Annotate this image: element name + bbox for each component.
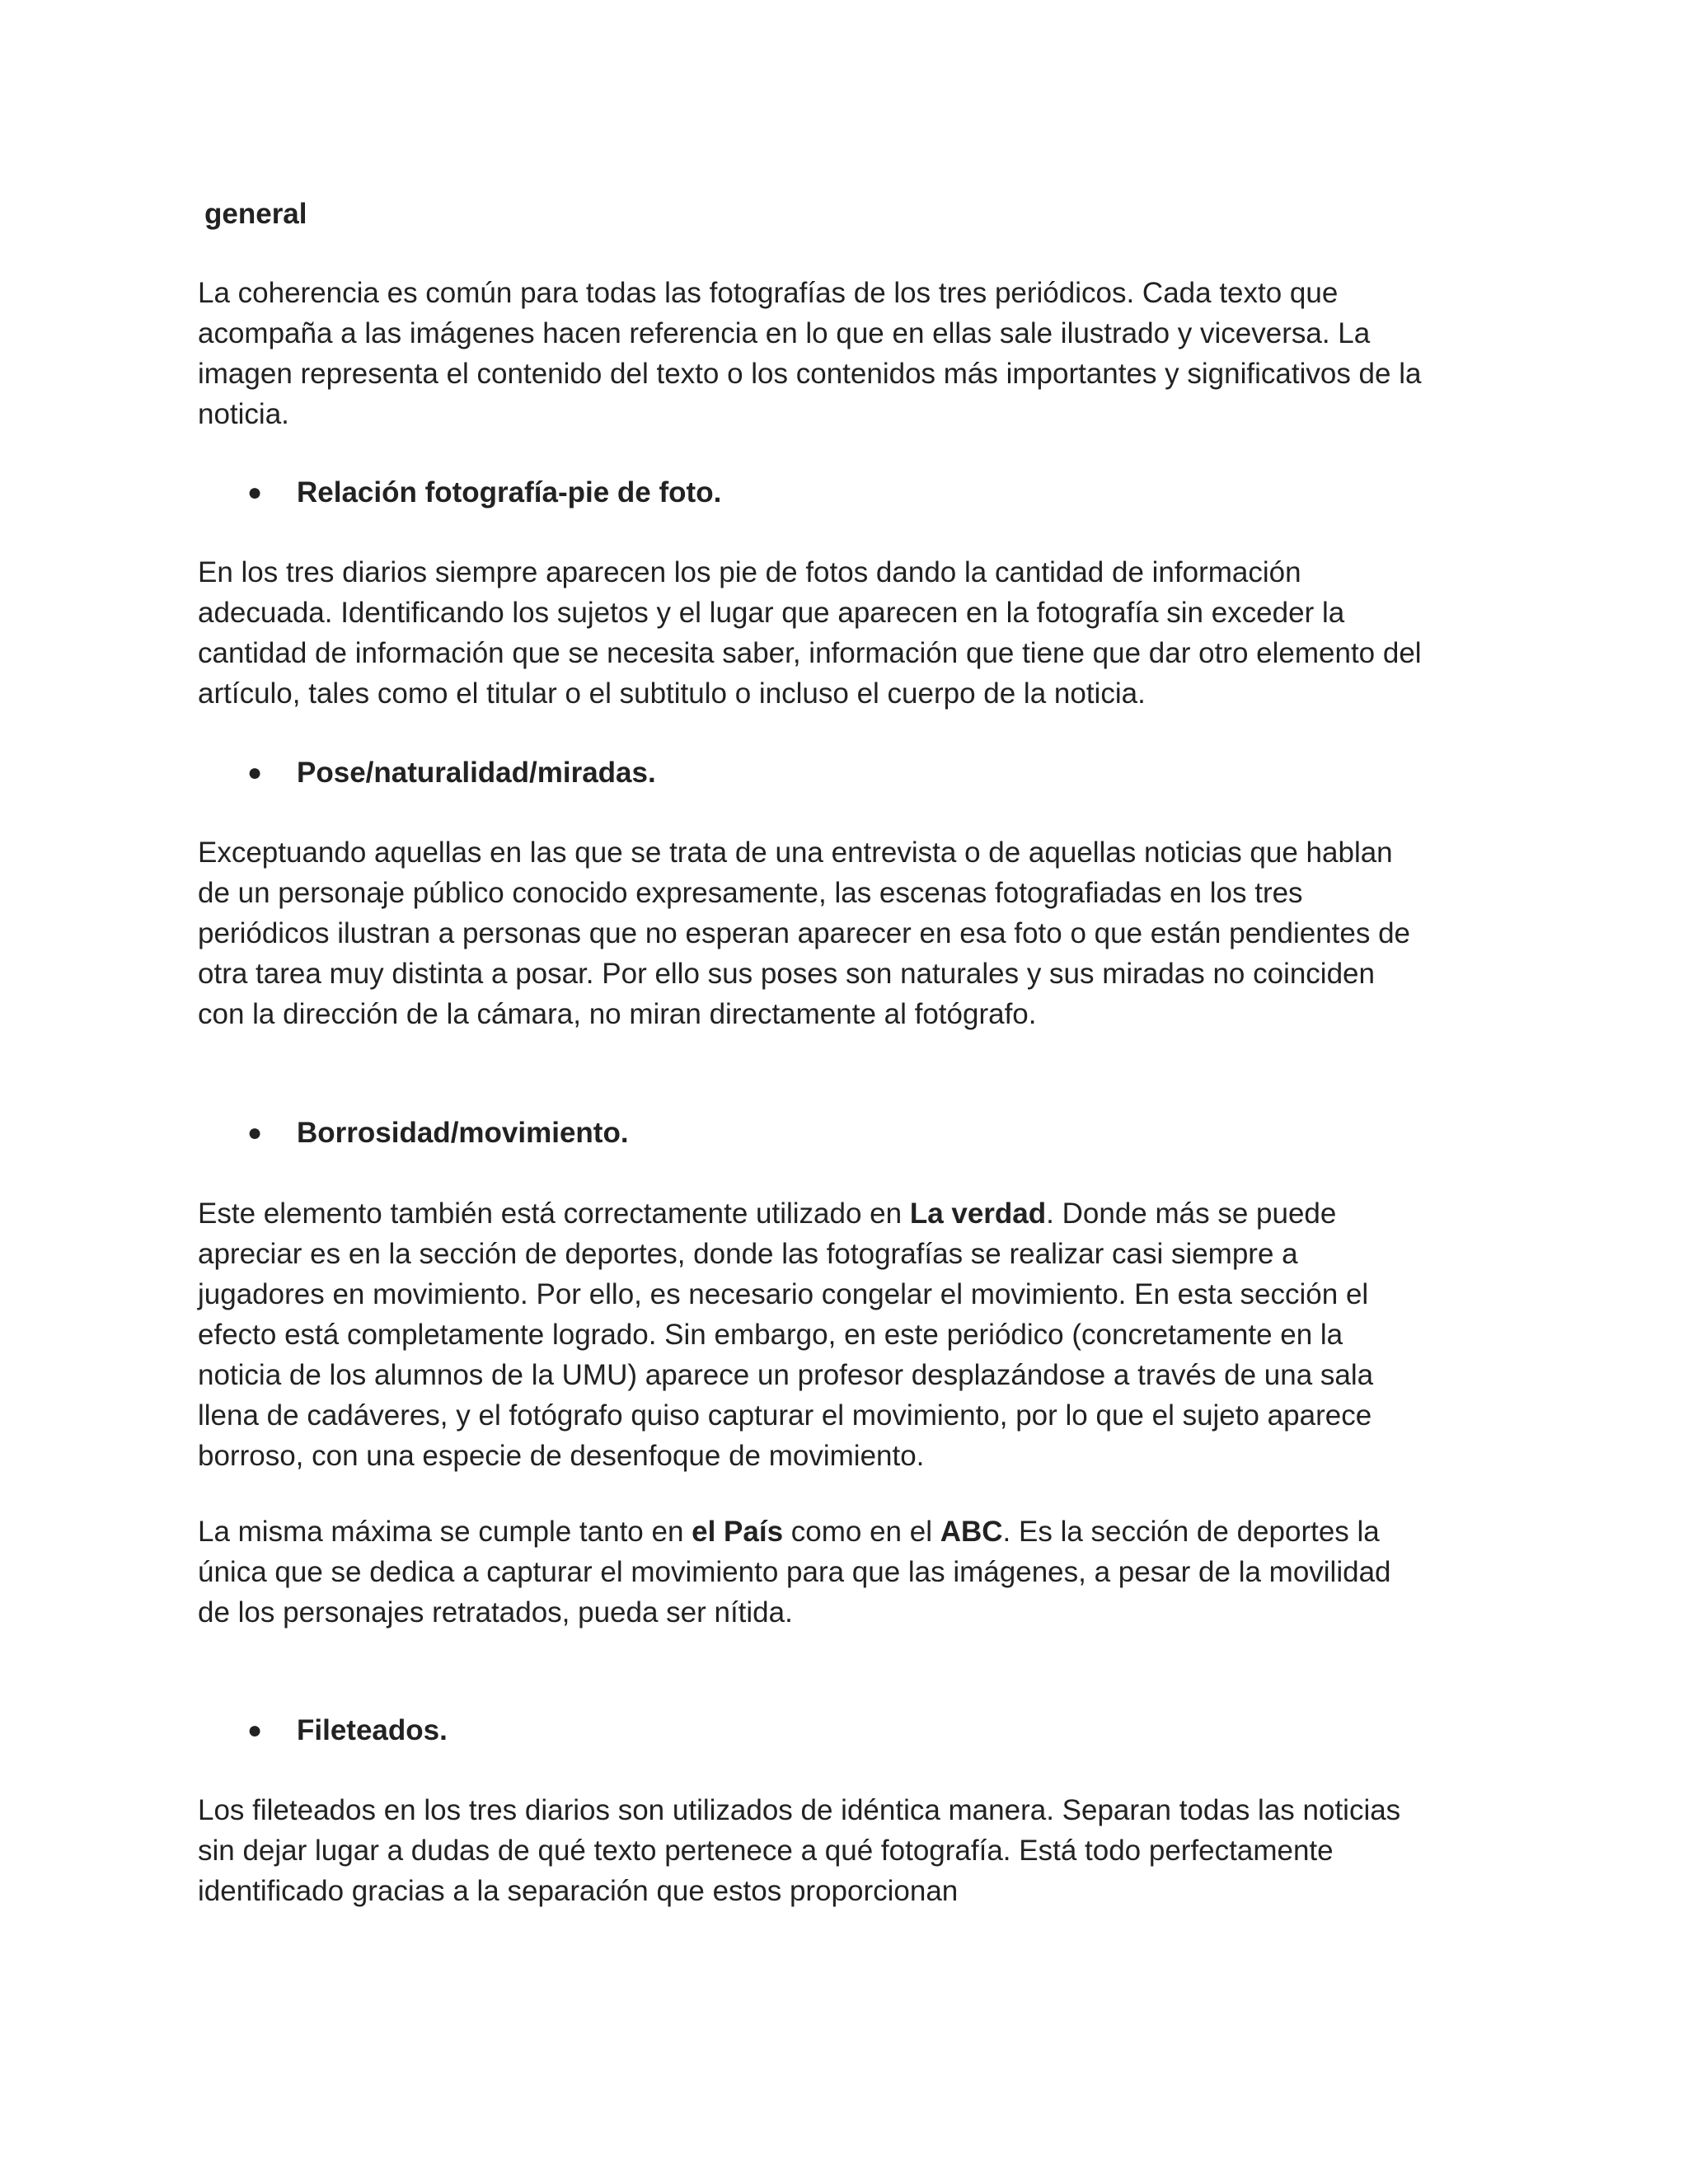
- paragraph-relacion: [198, 552, 1500, 714]
- text-run: . Es la sección de deportes la: [1002, 1516, 1380, 1548]
- paragraph-line: Exceptuando aquellas en las que se trata de una entrevista o de aquellas noticias que hablan: [198, 837, 1393, 869]
- paragraph-line: de un personaje público conocido expresamente, las escenas fotografiadas en los tres: [198, 877, 1303, 909]
- paragraph-line: apreciar es en la sección de deportes, donde las fotografías se realizar casi siempre a: [198, 1238, 1298, 1270]
- paragraph-borrosidad-1: [198, 1193, 1500, 1476]
- paragraph-line: identificado gracias a la separación que estos proporcionan: [198, 1875, 959, 1907]
- section-heading: [204, 194, 1507, 234]
- paragraph-pose: [198, 832, 1500, 1034]
- newspaper-name-el-pais: el País: [692, 1516, 784, 1548]
- paragraph-line: única que se dedica a capturar el movimiento para que las imágenes, a pesar de la movilidad: [198, 1556, 1391, 1588]
- paragraph-line: sin dejar lugar a dudas de qué texto pertenece a qué fotografía. Está todo perfectamente: [198, 1835, 1334, 1867]
- text-run: La misma máxima se cumple tanto en: [198, 1516, 692, 1548]
- paragraph-line: jugadores en movimiento. Por ello, es necesario congelar el movimiento. En esta sección el: [198, 1278, 1369, 1310]
- text-run: como en el: [783, 1516, 940, 1548]
- paragraph-line: [198, 1193, 1500, 1234]
- paragraph-line: noticia de los alumnos de la UMU) aparece un profesor desplazándose a través de una sala: [198, 1359, 1374, 1391]
- paragraph-line: adecuada. Identificando los sujetos y el lugar que aparecen en la fotografía sin exceder la: [198, 597, 1345, 629]
- bullet-heading-text: Fileteados.: [297, 1714, 448, 1746]
- bullet-icon: ●: [247, 759, 263, 786]
- intro-paragraph: [198, 273, 1500, 434]
- bullet-icon: ●: [247, 1717, 263, 1744]
- paragraph-line: de los personajes retratados, pueda ser nítida.: [198, 1596, 793, 1629]
- paragraph-line: con la dirección de la cámara, no miran directamente al fotógrafo.: [198, 998, 1037, 1030]
- text-run: Este elemento también está correctamente utilizado en: [198, 1197, 910, 1230]
- paragraph-line: artículo, tales como el titular o el subtitulo o incluso el cuerpo de la noticia.: [198, 677, 1146, 710]
- newspaper-name-la-verdad: La verdad: [909, 1197, 1047, 1230]
- paragraph-line: efecto está completamente logrado. Sin embargo, en este periódico (concretamente en la: [198, 1319, 1343, 1351]
- paragraph-line: otra tarea muy distinta a posar. Por ello sus poses son naturales y sus miradas no coinciden: [198, 958, 1375, 990]
- text-run: . Donde más se puede: [1046, 1197, 1337, 1230]
- bullet-icon: ●: [247, 1119, 263, 1146]
- paragraph-line: En los tres diarios siempre aparecen los pie de fotos dando la cantidad de información: [198, 556, 1301, 588]
- paragraph-line: cantidad de información que se necesita saber, información que tiene que dar otro elemento del: [198, 637, 1422, 669]
- paragraph-fileteados: [198, 1790, 1500, 1911]
- bullet-heading-text: Relación fotografía-pie de foto.: [297, 476, 722, 509]
- paragraph-line: La coherencia es común para todas las fotografías de los tres periódicos. Cada texto que: [198, 277, 1339, 309]
- paragraph-borrosidad-2: [198, 1511, 1500, 1633]
- paragraph-line: periódicos ilustran a personas que no esperan aparecer en esa foto o que están pendientes de: [198, 917, 1411, 949]
- bullet-heading-text: Pose/naturalidad/miradas.: [297, 757, 656, 789]
- bullet-icon: ●: [247, 479, 263, 506]
- bullet-heading-text: Borrosidad/movimiento.: [297, 1117, 629, 1149]
- paragraph-line: noticia.: [198, 398, 289, 430]
- newspaper-name-abc: ABC: [940, 1516, 1003, 1548]
- paragraph-line: llena de cadáveres, y el fotógrafo quiso capturar el movimiento, por lo que el sujeto aparece: [198, 1399, 1372, 1432]
- paragraph-line: acompaña a las imágenes hacen referencia en lo que en ellas sale ilustrado y viceversa. La: [198, 317, 1371, 349]
- paragraph-line: imagen representa el contenido del texto o los contenidos más importantes y significativos de la: [198, 358, 1422, 390]
- paragraph-line: borroso, con una especie de desenfoque de movimiento.: [198, 1440, 925, 1472]
- paragraph-line: [198, 1511, 1500, 1552]
- heading-text: general: [204, 198, 307, 230]
- paragraph-line: Los fileteados en los tres diarios son utilizados de idéntica manera. Separan todas las noticias: [198, 1794, 1401, 1826]
